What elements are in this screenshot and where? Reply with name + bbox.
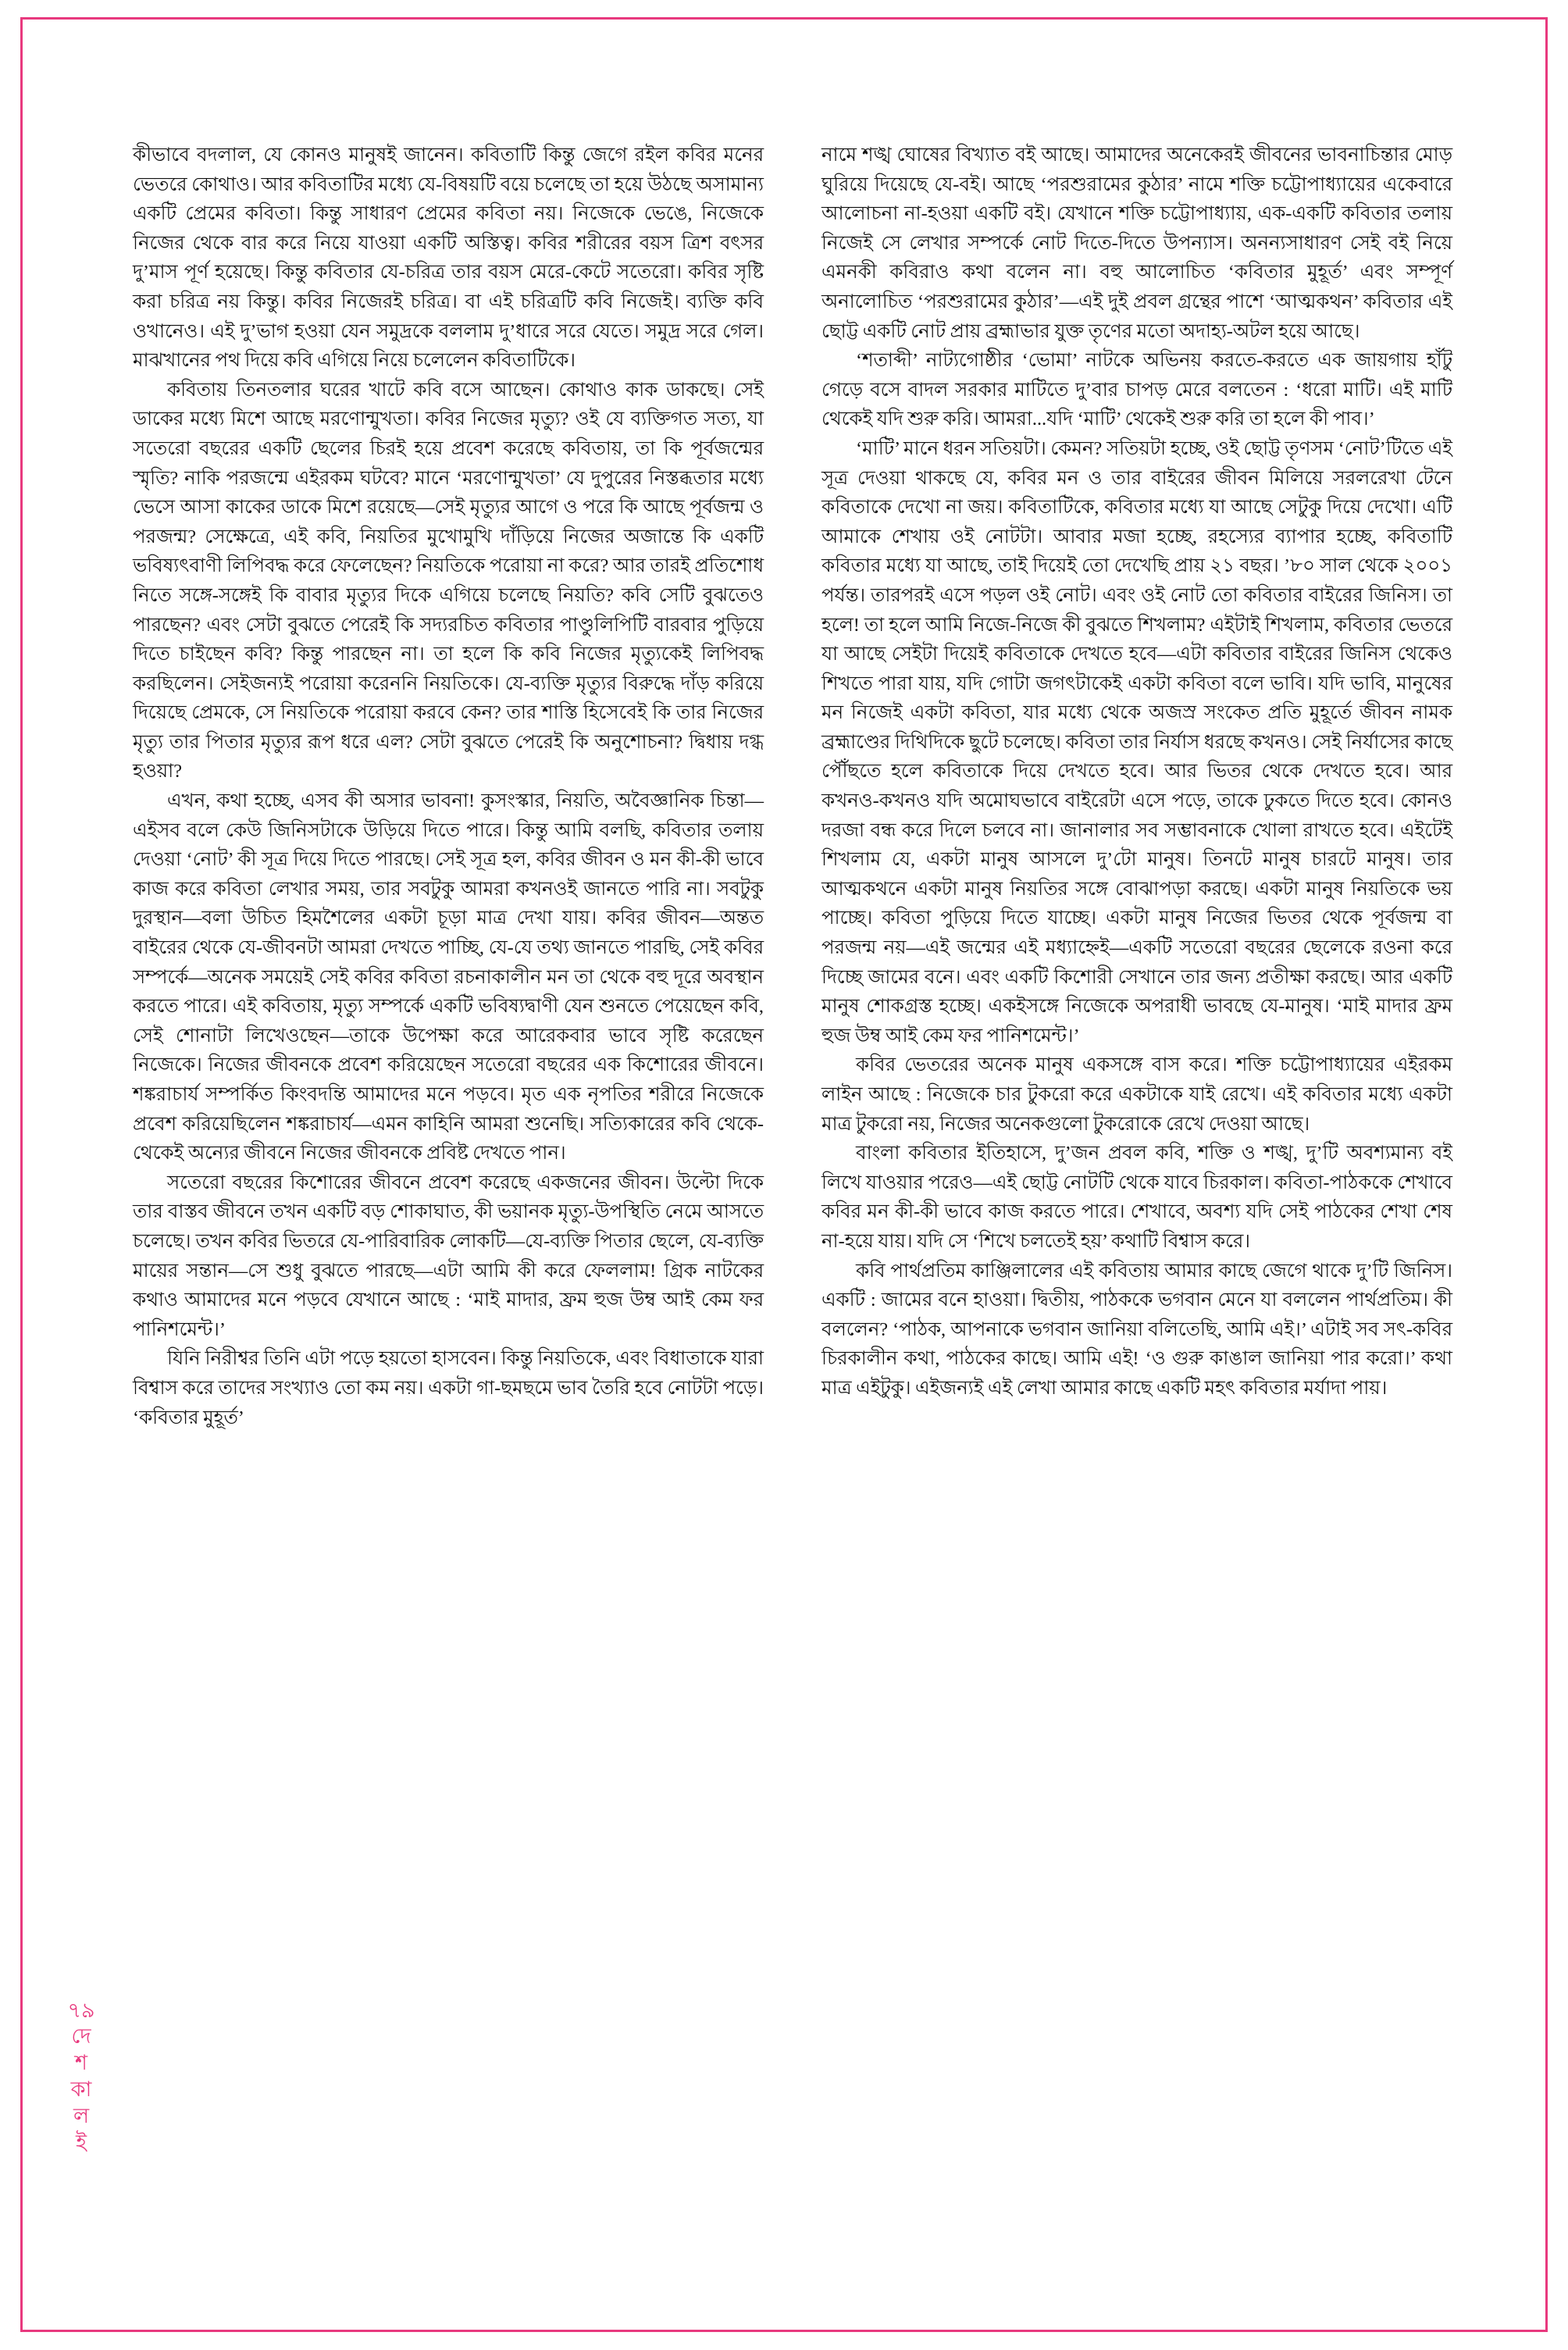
paragraph: কবি পার্থপ্রতিম কাঞ্জিলালের এই কবিতায় আমার কাছে জেগে থাকে দু’টি জিনিস। একটি : জামের বনে হাওয়া। দ্বিতীয়, পাঠককে ভগবান মেনে যা বললেন পার্থপ্রতিম। কী বললেন? ‘পাঠক, আপনাকে ভগবান জানিয়া বলিতেছি, আমি এই।’ এটাই সব সৎ-কবির চিরকালীন কথা, পাঠকের কাছে। আমি এই! ‘ও গুরু কাঙাল জানিয়া পার করো।’ কথা মাত্র এইটুকু। এইজন্যই এই লেখা আমার কাছে একটি মহৎ কবিতার মর্যাদা পায়। [821, 1260, 1452, 1399]
footer-char: কা [70, 2077, 92, 2101]
page-number: ৭৯ [67, 1999, 95, 2022]
footer-char: দে [71, 2024, 91, 2048]
paragraph: যিনি নিরীশ্বর তিনি এটা পড়ে হয়তো হাসবেন। কিন্তু নিয়তিকে, এবং বিধাতাকে যারা বিশ্বাস করে তাদের সংখ্যাও তো কম নয়। একটা গা-ছমছমে ভাব তৈরি হবে নোটটা পড়ে। ‘কবিতার মুহূর্ত’ [133, 1348, 764, 1428]
footer-char: ল [73, 2104, 90, 2127]
paragraph: বাংলা কবিতার ইতিহাসে, দু’জন প্রবল কবি, শক্তি ও শঙ্খ, দু’টি অবশ্যমান্য বই লিখে যাওয়ার পরেও—এই ছোট্ট নোটটি থেকে যাবে চিরকাল। কবিতা-পাঠককে শেখাবে কবির মন কী-কী ভাবে কাজ করতে পারে। শেখাবে, অবশ্য যদি সেই পাঠকের শেখা শেষ না-হয়ে যায়। যদি সে ‘শিখে চলতেই হয়’ কথাটি বিশ্বাস করে। [821, 1143, 1452, 1252]
paragraph: কবিতায় তিনতলার ঘরের খাটে কবি বসে আছেন। কোথাও কাক ডাকছে। সেই ডাকের মধ্যে মিশে আছে মরণোন্মুখতা। কবির নিজের মৃত্যু? ওই যে ব্যক্তিগত সত্য, যা সতেরো বছরের একটি ছেলের চিরই হয়ে প্রবেশ করেছে কবিতায়, তা কি পূর্বজন্মের স্মৃতি? নাকি পরজন্মে এইরকম ঘটবে? মানে ‘মরণোন্মুখতা’ যে দুপুরের নিস্তব্ধতার মধ্যে ভেসে আসা কাকের ডাকে মিশে রয়েছে—সেই মৃত্যুর আগে ও পরে কি আছে পূর্বজন্ম ও পরজন্ম? সেক্ষেত্রে, এই কবি, নিয়তির মুখোমুখি দাঁড়িয়ে নিজের অজান্তে কি একটি ভবিষ্যৎবাণী লিপিবদ্ধ করে ফেলেছেন? নিয়তিকে পরোয়া না করে? আর তারই প্রতিশোধ নিতে সঙ্গে-সঙ্গেই কি বাবার মৃত্যুর দিকে এগিয়ে চলেছে নিয়তি? কবি সেটি বুঝতেও পারছেন? এবং সেটা বুঝতে পেরেই কি সদ্যরচিত কবিতার পাণ্ডুলিপিটি বারবার পুড়িয়ে দিতে চাইছেন কবি? কিন্তু পারছেন না। তা হলে কি কবি নিজের মৃত্যুকেই লিপিবদ্ধ করছিলেন। সেইজন্যই পরোয়া করেননি নিয়তিকে। যে-ব্যক্তি মৃত্যুর বিরুদ্ধে দাঁড় করিয়ে দিয়েছে প্রেমকে, সে নিয়তিকে পরোয়া করবে কেন? তার শাস্তি হিসেবেই কি তার নিজের মৃত্যু তার পিতার মৃত্যুর রূপ ধরে এল? সেটা বুঝতে পেরেই কি অনুশোচনা? দ্বিধায় দগ্ধ হওয়া? [133, 379, 764, 783]
paragraph: সতেরো বছরের কিশোরের জীবনে প্রবেশ করেছে একজনের জীবন। উল্টো দিকে তার বাস্তব জীবনে তখন একটি বড় শোকাঘাত, কী ভয়ানক মৃত্যু-উপস্থিতি নেমে আসতে চলেছে। তখন কবির ভিতরে যে-পারিবারিক লোকটি—যে-ব্যক্তি পিতার ছেলে, যে-ব্যক্তি মায়ের সন্তান—সে শুধু বুঝতে পারছে—এটা আমি কী করে ফেললাম! গ্রিক নাটকের কথাও আমাদের মনে পড়বে যেখানে আছে : ‘মাই মাদার, ফ্রম হুজ উম্ব আই কেম ফর পানিশমেন্ট।’ [133, 1171, 764, 1340]
left-column [133, 141, 764, 1432]
paragraph: কবির ভেতরের অনেক মানুষ একসঙ্গে বাস করে। শক্তি চট্টোপাধ্যায়ের এইরকম লাইন আছে : নিজেকে চার টুকরো করে একটাকে যাই রেখে। এই কবিতার মধ্যে একটা মাত্র টুকরো নয়, নিজের অনেকগুলো টুকরোকে রেখে দেওয়া আছে। [821, 1054, 1452, 1135]
footer-char: শ [75, 2051, 87, 2074]
two-column-body [133, 141, 1452, 1432]
footer-char: ই [75, 2131, 87, 2154]
paragraph: কীভাবে বদলাল, যে কোনও মানুষই জানেন। কবিতাটি কিন্তু জেগে রইল কবির মনের ভেতরে কোথাও। আর কবিতাটির মধ্যে যে-বিষয়টি বয়ে চলেছে তা হয়ে উঠছে অসামান্য একটি প্রেমের কবিতা। কিন্তু সাধারণ প্রেমের কবিতা নয়। নিজেকে ভেঙে, নিজেকে নিজের থেকে বার করে নিয়ে যাওয়া একটি অস্তিত্ব। কবির শরীরের বয়স ত্রিশ বৎসর দু’মাস পূর্ণ হয়েছে। কিন্তু কবিতার যে-চরিত্র তার বয়স মেরে-কেটে সতেরো। কবির সৃষ্টি করা চরিত্র নয় কিন্তু। কবির নিজেরই চরিত্র। বা এই চরিত্রটি কবি নিজেই। ব্যক্তি কবি ওখানেও। এই দু’ভাগ হওয়া যেন সমুদ্রকে বললাম দু’ধারে সরে যেতে। সমুদ্র সরে গেল। মাঝখানের পথ দিয়ে কবি এগিয়ে নিয়ে চলেলেন কবিতাটিকে। [133, 144, 764, 372]
paragraph: ‘মাটি’ মানে ধরন সতিয়টা। কেমন? সতিয়টা হচ্ছে, ওই ছোট্ট তৃণসম ‘নোট’টিতে এই সূত্র দেওয়া থাকছে যে, কবির মন ও তার বাইরের জীবন মিলিয়ে সরলরেখা টেনে কবিতাকে দেখো না জয়। কবিতাটিকে, কবিতার মধ্যে যা আছে সেটুকু দিয়ে দেখো। এটি আমাকে শেখায় ওই নোটটা। আবার মজা হচ্ছে, রহস্যের ব্যাপার হচ্ছে, কবিতাটি কবিতার মধ্যে যা আছে, তাই দিয়েই তো দেখেছি প্রায় ২১ বছর। ’৮০ সাল থেকে ২০০১ পর্যন্ত। তারপরই এসে পড়ল ওই নোট। এবং ওই নোট তো কবিতার বাইরের জিনিস। তা হলে! তা হলে আমি নিজে-নিজে কী বুঝতে শিখলাম? এইটাই শিখলাম, কবিতার ভেতরে যা আছে সেইটা দিয়েই কবিতাকে দেখতে হবে—এটা কবিতার বাইরের জিনিস থেকেও শিখতে পারা যায়, যদি গোটা জগৎটাকেই একটা কবিতা বলে ভাবি। যদি ভাবি, মানুষের মন নিজেই একটা কবিতা, যার মধ্যে থেকে অজস্র সংকেত প্রতি মুহূর্তে জীবন নামক ব্রহ্মাণ্ডের দিথিদিকে ছুটে চলেছে। কবিতা তার নির্যাস ধরছে কখনও। সেই নির্যাসের কাছে পৌঁছতে হলে কবিতাকে দিয়ে দেখতে হবে। আর ভিতর থেকে দেখতে হবে। আর কখনও-কখনও যদি অমোঘভাবে বাইরেটা এসে পড়ে, তাকে ঢুকতে দিতে হবে। কোনও দরজা বন্ধ করে দিলে চলবে না। জানালার সব সম্ভাবনাকে খোলা রাখতে হবে। এইটেই শিখলাম যে, একটা মানুষ আসলে দু’টো মানুষ। তিনটে মানুষ চারটে মানুষ। তার আত্মকথনে একটা মানুষ নিয়তির সঙ্গে বোঝাপড়া করছে। একটা মানুষ নিয়তিকে ভয় পাচ্ছে। কবিতা পুড়িয়ে দিতে যাচ্ছে। একটা মানুষ নিজের ভিতর থেকে পূর্বজন্ম বা পরজন্ম নয়—এই জন্মের এই মধ্যাহ্নেই—একটি সতেরো বছরের ছেলেকে রওনা করে দিচ্ছে জামের বনে। এবং একটি কিশোরী সেখানে তার জন্য প্রতীক্ষা করছে। আর একটি মানুষ শোকগ্রস্ত হচ্ছে। একইসঙ্গে নিজেকে অপরাধী ভাবছে যে-মানুষ। ‘মাই মাদার ফ্রম হুজ উম্ব আই কেম ফর পানিশমেন্ট।’ [821, 437, 1452, 1047]
paragraph: নামে শঙ্খ ঘোষের বিখ্যাত বই আছে। আমাদের অনেকেরই জীবনের ভাবনাচিন্তার মোড় ঘুরিয়ে দিয়েছে যে-বই। আছে ‘পরশুরামের কুঠার’ নামে শক্তি চট্টোপাধ্যায়ের একেবারে আলোচনা না-হওয়া একটি বই। যেখানে শক্তি চট্টোপাধ্যায়, এক-একটি কবিতার তলায় নিজেই সে লেখার সম্পর্কে নোট দিতে-দিতে উপন্যাস। অনন্যসাধারণ সেই বই নিয়ে এমনকী কবিরাও কথা বলেন না। বহু আলোচিত ‘কবিতার মুহূর্ত’ এবং সম্পূর্ণ অনালোচিত ‘পরশুরামের কুঠার’—এই দুই প্রবল গ্রন্থের পাশে ‘আত্মকথন’ কবিতার এই ছোট্ট একটি নোট প্রায় ব্রহ্মাভার যুক্ত তৃণের মতো অদাহ্য-অটল হয়ে আছে। [821, 144, 1452, 342]
paragraph: ‘শতাব্দী’ নাট্যগোষ্ঠীর ‘ভোমা’ নাটকে অভিনয় করতে-করতে এক জায়গায় হাঁটু গেড়ে বসে বাদল সরকার মাটিতে দু’বার চাপড় মেরে বলতেন : ‘ধরো মাটি। এই মাটি থেকেই যদি শুরু করি। আমরা...যদি ‘মাটি’ থেকেই শুরু করি তা হলে কী পাব।’ [821, 350, 1452, 430]
folio [61, 1998, 102, 2156]
footer-vertical-label [61, 2023, 102, 2156]
right-column [821, 141, 1452, 1432]
paragraph: এখন, কথা হচ্ছে, এসব কী অসার ভাবনা! কুসংস্কার, নিয়তি, অবৈজ্ঞানিক চিন্তা—এইসব বলে কেউ জিনিসটাকে উড়িয়ে দিতে পারে। কিন্তু আমি বলছি, কবিতার তলায় দেওয়া ‘নোট’ কী সূত্র দিয়ে দিতে পারছে। সেই সূত্র হল, কবির জীবন ও মন কী-কী ভাবে কাজ করে কবিতা লেখার সময়, তার সবটুকু আমরা কখনওই জানতে পারি না। সবটুকু দুরস্থান—বলা উচিত হিমশৈলের একটা চূড়া মাত্র দেখা যায়। কবির জীবন—অন্তত বাইরের থেকে যে-জীবনটা আমরা দেখতে পাচ্ছি, যে-যে তথ্য জানতে পারছি, সেই কবির সম্পর্কে—অনেক সময়েই সেই কবির কবিতা রচনাকালীন মন তা থেকে বহু দূরে অবস্থান করতে পারে। এই কবিতায়, মৃত্যু সম্পর্কে একটি ভবিষ্যদ্বাণী যেন শুনতে পেয়েছেন কবি, সেই শোনাটা লিখেওছেন—তাকে উপেক্ষা করে আরেকবার ভাবে সৃষ্টি করেছেন নিজেকে। নিজের জীবনকে প্রবেশ করিয়েছেন সতেরো বছরের এক কিশোরের জীবনে। শঙ্করাচার্য সম্পর্কিত কিংবদন্তি আমাদের মনে পড়বে। মৃত এক নৃপতির শরীরে নিজেকে প্রবেশ করিয়েছিলেন শঙ্করাচার্য—এমন কাহিনি আমরা শুনেছি। সত্যিকারের কবি থেকে-থেকেই অন্যের জীবনে নিজের জীবনকে প্রবিষ্ট দেখতে পান। [133, 790, 764, 1164]
